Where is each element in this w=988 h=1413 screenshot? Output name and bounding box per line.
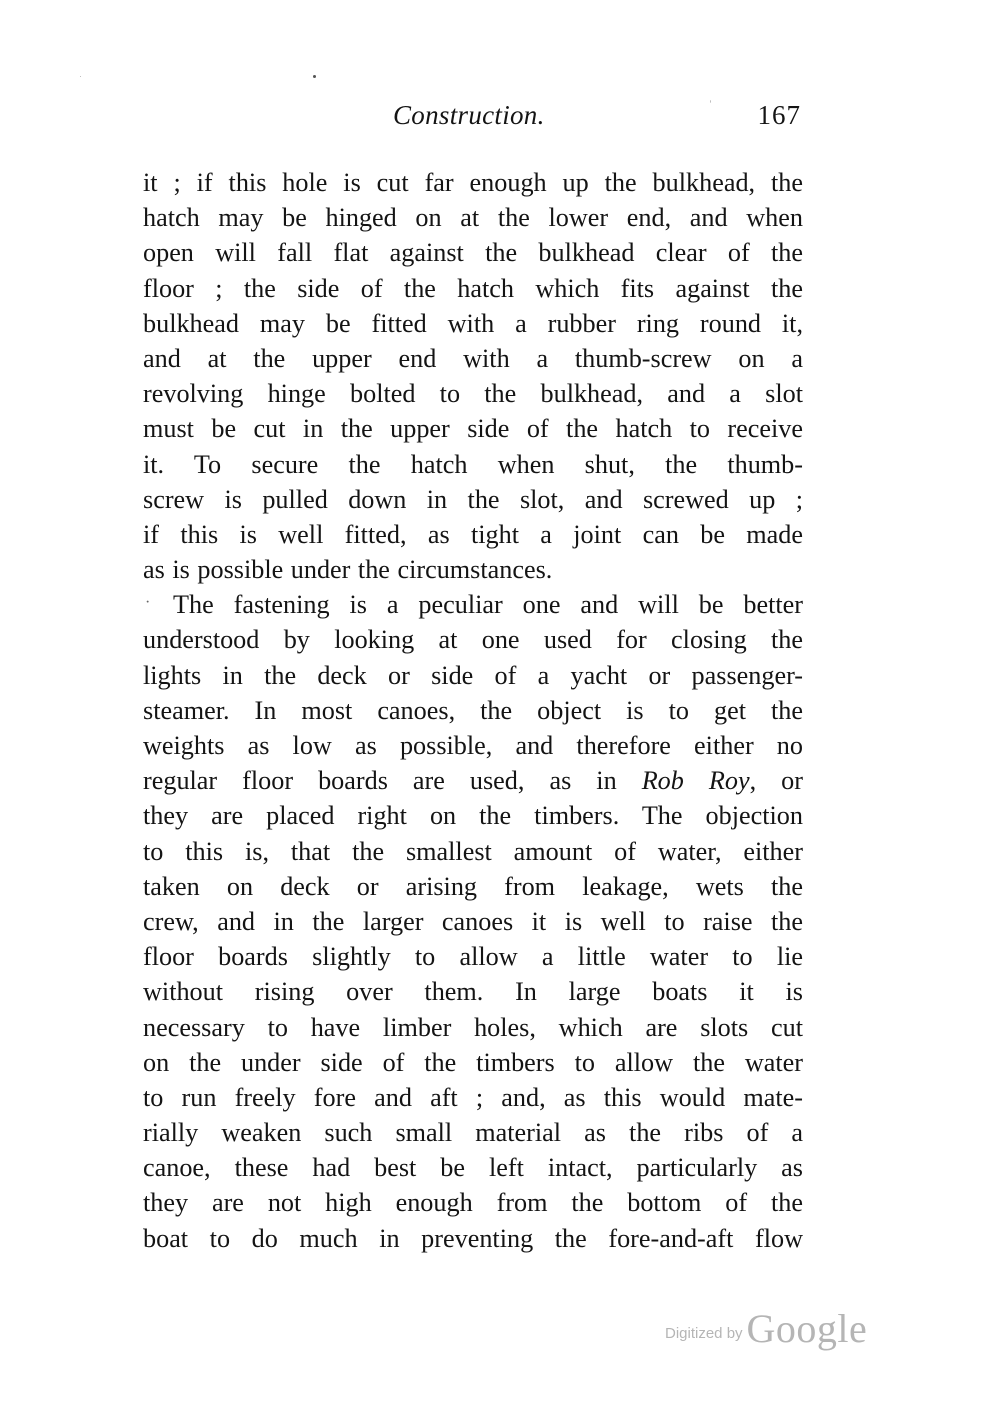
text-line: it ; if this hole is cut far enough up the bulkhead, the <box>143 168 803 197</box>
watermark-prefix: Digitized by <box>665 1325 743 1342</box>
text-line-content: The fastening is a peculiar one and will be better <box>173 590 803 620</box>
text-line: and at the upper end with a thumb-screw on a <box>143 343 803 373</box>
text-line: lights in the deck or side of a yacht or passenger- <box>143 660 803 690</box>
text-line: they are not high enough from the bottom of the <box>143 1188 803 1218</box>
google-logo-text: Google <box>746 1306 868 1351</box>
text-line: steamer. In most canoes, the object is to get the <box>143 695 803 725</box>
text-line: crew, and in the larger canoes it is well to raise the <box>143 906 803 936</box>
text-line: boat to do much in preventing the fore-and-aft flow <box>143 1223 803 1253</box>
text-line: it. To secure the hatch when shut, the thumb- <box>143 449 803 479</box>
text-segment: , or <box>749 766 803 796</box>
scan-speck <box>313 75 316 78</box>
text-line: rially weaken such small material as the ribs of a <box>143 1118 803 1148</box>
body-text <box>143 165 803 1256</box>
text-line: bulkhead may be fitted with a rubber ring round it, <box>143 308 803 338</box>
digitized-by-google-watermark <box>665 1305 867 1352</box>
text-line: canoe, these had best be left intact, particularly as <box>143 1153 803 1183</box>
text-line: screw is pulled down in the slot, and screwed up ; <box>143 484 803 514</box>
paragraph-mark: · <box>145 594 151 612</box>
text-line: they are placed right on the timbers. The objection <box>143 801 803 831</box>
text-line: revolving hinge bolted to the bulkhead, and a slot <box>143 379 803 409</box>
text-segment: regular floor boards are used, as in <box>143 766 617 796</box>
page-number: 167 <box>757 100 801 130</box>
text-line: without rising over them. In large boats it is <box>143 977 803 1007</box>
text-line-with-italic <box>143 763 803 798</box>
paragraph-first-line <box>143 587 803 622</box>
scan-speck <box>80 76 81 77</box>
text-line: necessary to have limber holes, which are slots cut <box>143 1012 803 1042</box>
text-line: open will fall flat against the bulkhead clear of the <box>143 238 803 268</box>
text-line: weights as low as possible, and therefore either no <box>143 731 803 760</box>
italic-name: Rob Roy <box>641 766 750 796</box>
running-title: Construction. <box>393 100 545 130</box>
text-line: if this is well fitted, as tight a joint can be made <box>143 519 803 549</box>
text-line: to this is, that the smallest amount of water, either <box>143 836 803 866</box>
text-line: on the under side of the timbers to allow the water <box>143 1047 803 1077</box>
text-line: understood by looking at one used for closing the <box>143 625 803 655</box>
text-line: must be cut in the upper side of the hatch to receive <box>143 414 803 444</box>
text-line: floor boards slightly to allow a little water to lie <box>143 942 803 972</box>
text-line: floor ; the side of the hatch which fits against the <box>143 273 803 303</box>
text-line: as is possible under the circumstances. <box>143 555 553 585</box>
text-line: taken on deck or arising from leakage, wets the <box>143 871 803 901</box>
text-line: hatch may be hinged on at the lower end, and when <box>143 203 803 233</box>
page-header <box>143 100 803 140</box>
text-line: to run freely fore and aft ; and, as this would mate- <box>143 1082 803 1112</box>
